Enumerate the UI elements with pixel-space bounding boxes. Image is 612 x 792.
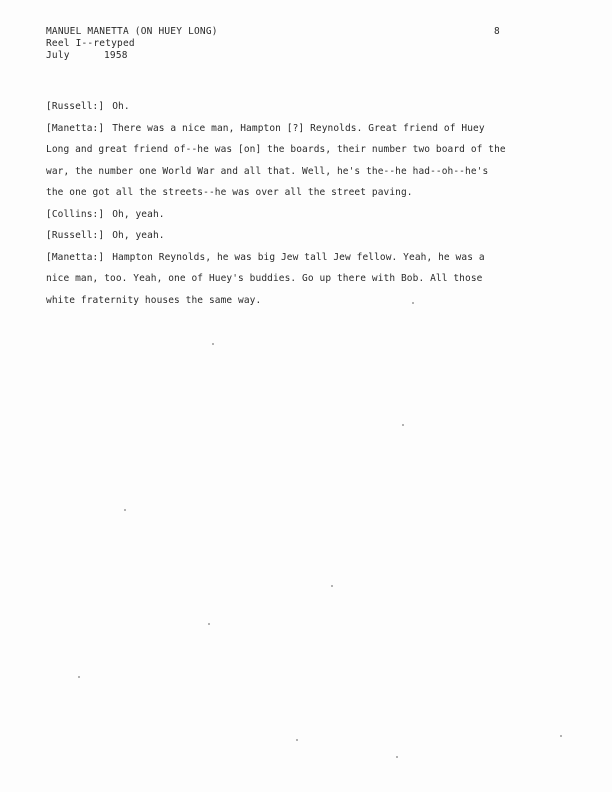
utterance-text: Oh, yeah. bbox=[112, 230, 165, 241]
transcript-turn bbox=[46, 247, 506, 312]
utterance-text: Oh. bbox=[112, 101, 130, 112]
scan-speck bbox=[208, 623, 210, 625]
scan-speck bbox=[212, 343, 214, 345]
scan-speck bbox=[402, 424, 404, 426]
speaker-label: [Collins:] bbox=[46, 208, 105, 220]
transcript-turn bbox=[46, 204, 506, 226]
utterance-text: Oh, yeah. bbox=[112, 208, 165, 220]
date-year: 1958 bbox=[104, 50, 128, 61]
utterance-text: Hampton Reynolds, he was big Jew tall Jew fellow. Yeah, he was a nice man, too. Yeah, one of Huey's buddies. Go up there with Bob. All those white fraternity houses the same way. bbox=[46, 251, 485, 306]
scan-speck bbox=[560, 735, 562, 737]
date-line bbox=[46, 50, 218, 62]
speaker-label: [Russell:] bbox=[46, 230, 105, 241]
scan-speck bbox=[412, 302, 414, 304]
scan-speck bbox=[78, 676, 80, 678]
transcript-turn bbox=[46, 225, 506, 247]
scan-speck bbox=[396, 756, 398, 758]
speaker-label: [Manetta:] bbox=[46, 251, 105, 263]
document-title: MANUEL MANETTA (ON HUEY LONG) bbox=[46, 26, 218, 37]
transcript-body bbox=[46, 96, 506, 311]
speaker-label: [Manetta:] bbox=[46, 122, 105, 134]
utterance-text: There was a nice man, Hampton [?] Reynolds. Great friend of Huey Long and great friend of--he was [on] the boards, their number two board of the war, the number one World War and all that. Well, he's the--he had--oh--he's the one got all the streets--he was over all the street paving. bbox=[46, 122, 506, 198]
scan-speck bbox=[124, 509, 126, 511]
scan-speck bbox=[296, 739, 298, 741]
page-number: 8 bbox=[494, 26, 500, 37]
transcript-turn bbox=[46, 96, 506, 118]
reel-label: Reel I--retyped bbox=[46, 38, 135, 49]
document-header bbox=[46, 26, 218, 62]
date-month: July bbox=[46, 50, 70, 61]
scan-speck bbox=[331, 585, 333, 587]
transcript-turn bbox=[46, 118, 506, 204]
speaker-label: [Russell:] bbox=[46, 101, 105, 112]
